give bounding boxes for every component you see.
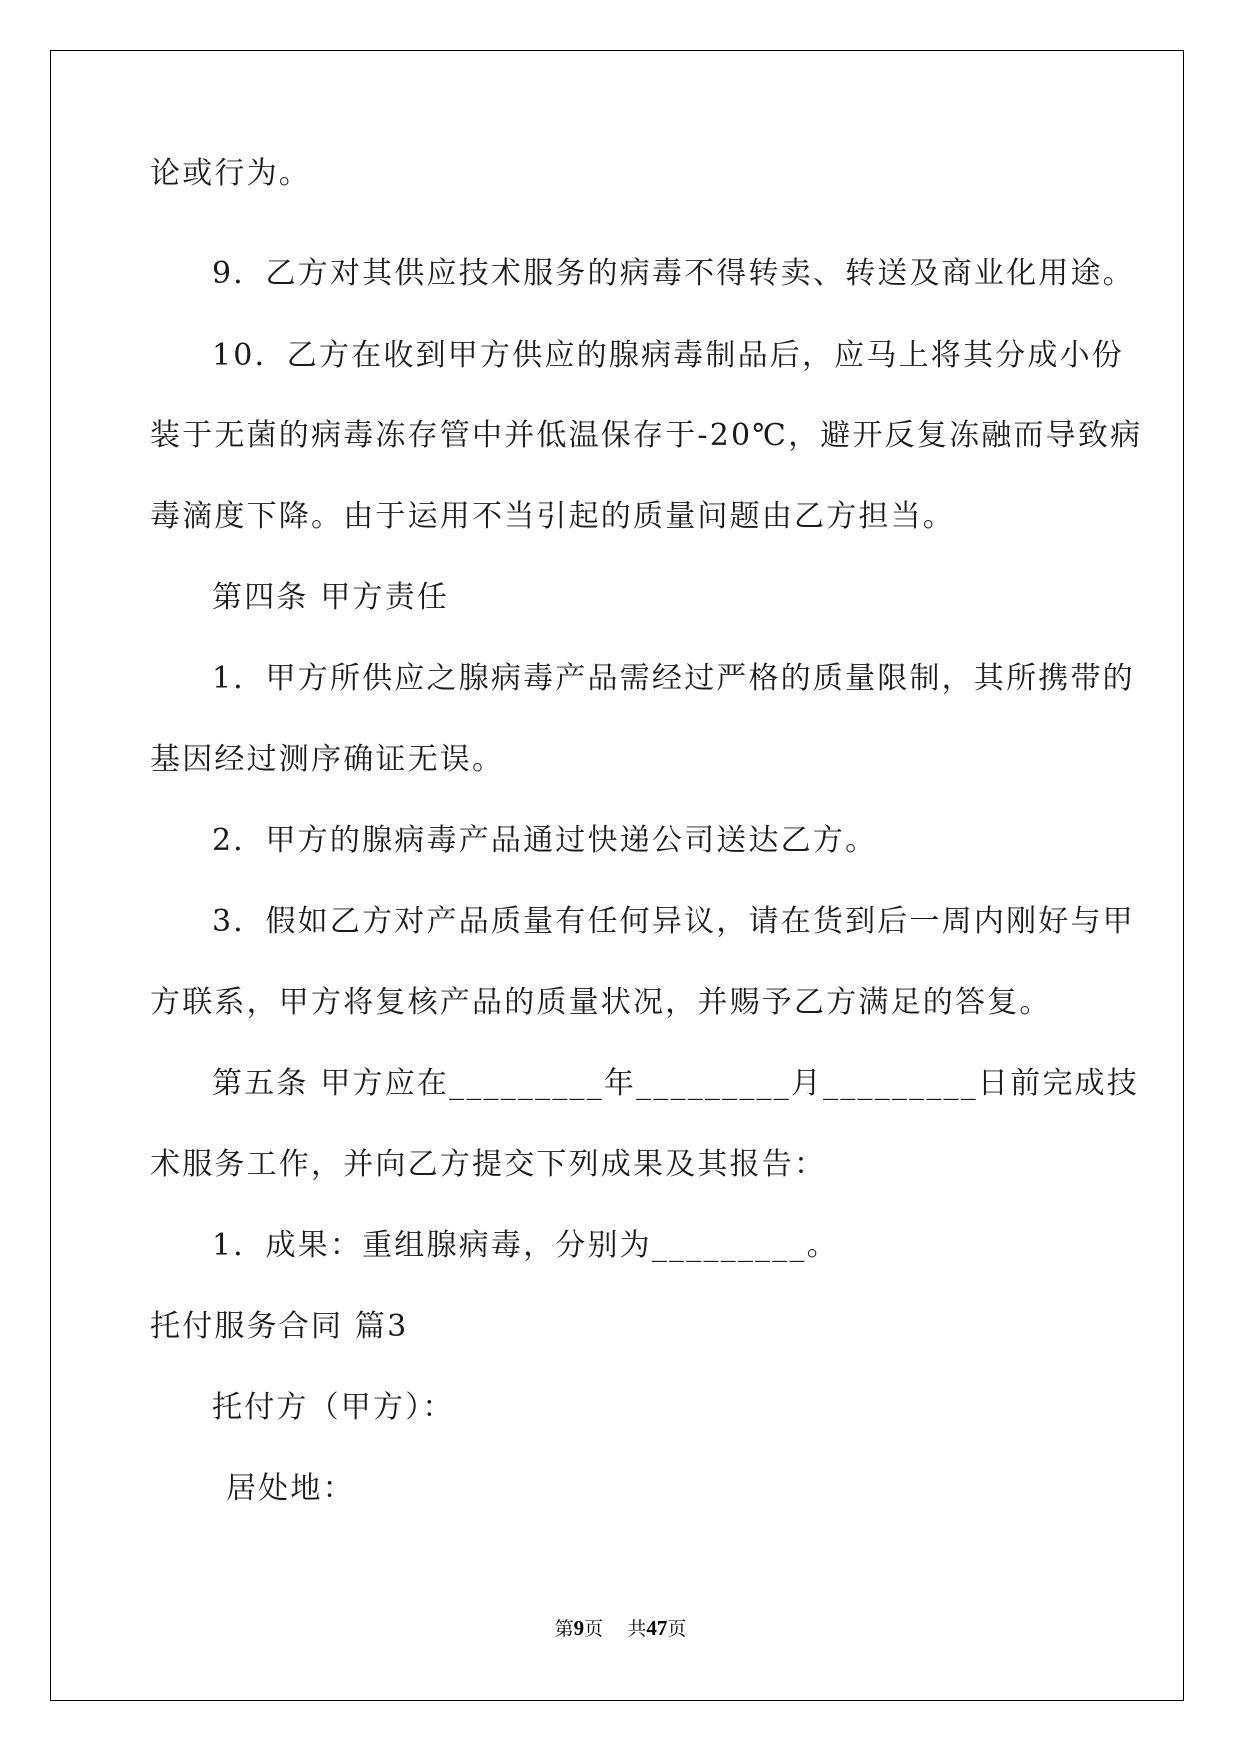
page-footer	[0, 1614, 1241, 1641]
address-label: 居处地：	[226, 1471, 355, 1506]
paragraph-line: 3．假如乙方对产品质量有任何异议，请在货到后一周内刚好与甲	[212, 904, 1135, 939]
paragraph-line: 9．乙方对其供应技术服务的病毒不得转卖、转送及商业化用途。	[212, 256, 1135, 291]
page-number: 9	[573, 1616, 585, 1640]
paragraph-line: 1．甲方所供应之腺病毒产品需经过严格的质量限制，其所携带的	[212, 661, 1135, 696]
section-heading: 第四条 甲方责任	[212, 580, 450, 615]
paragraph-line: 术服务工作，并向乙方提交下列成果及其报告：	[150, 1147, 827, 1182]
party-label: 托付方（甲方）：	[212, 1390, 455, 1425]
paragraph-line: 论或行为。	[150, 156, 311, 191]
paragraph-line: 2．甲方的腺病毒产品通过快递公司送达乙方。	[212, 823, 878, 858]
section-heading: 第五条 甲方应在_________年_________月_________日前完成技	[212, 1066, 1139, 1101]
paragraph-line: 方联系，甲方将复核产品的质量状况，并赐予乙方满足的答复。	[150, 985, 1052, 1020]
total-suffix: 页	[667, 1618, 687, 1640]
paragraph-line: 装于无菌的病毒冻存管中并低温保存于-20℃，避开反复冻融而导致病	[150, 418, 1143, 453]
total-pages: 47	[646, 1616, 668, 1640]
paragraph-line: 10．乙方在收到甲方供应的腺病毒制品后，应马上将其分成小份	[212, 338, 1124, 373]
page-prefix: 第	[554, 1618, 574, 1640]
page-border	[50, 50, 1184, 1701]
paragraph-line: 基因经过测序确证无误。	[150, 742, 505, 777]
paragraph-line: 1．成果：重组腺病毒，分别为_________。	[212, 1228, 839, 1263]
page-suffix: 页	[584, 1618, 604, 1640]
total-prefix: 共	[627, 1618, 647, 1640]
document-title: 托付服务合同 篇3	[150, 1309, 409, 1344]
paragraph-line: 毒滴度下降。由于运用不当引起的质量问题由乙方担当。	[150, 499, 955, 534]
